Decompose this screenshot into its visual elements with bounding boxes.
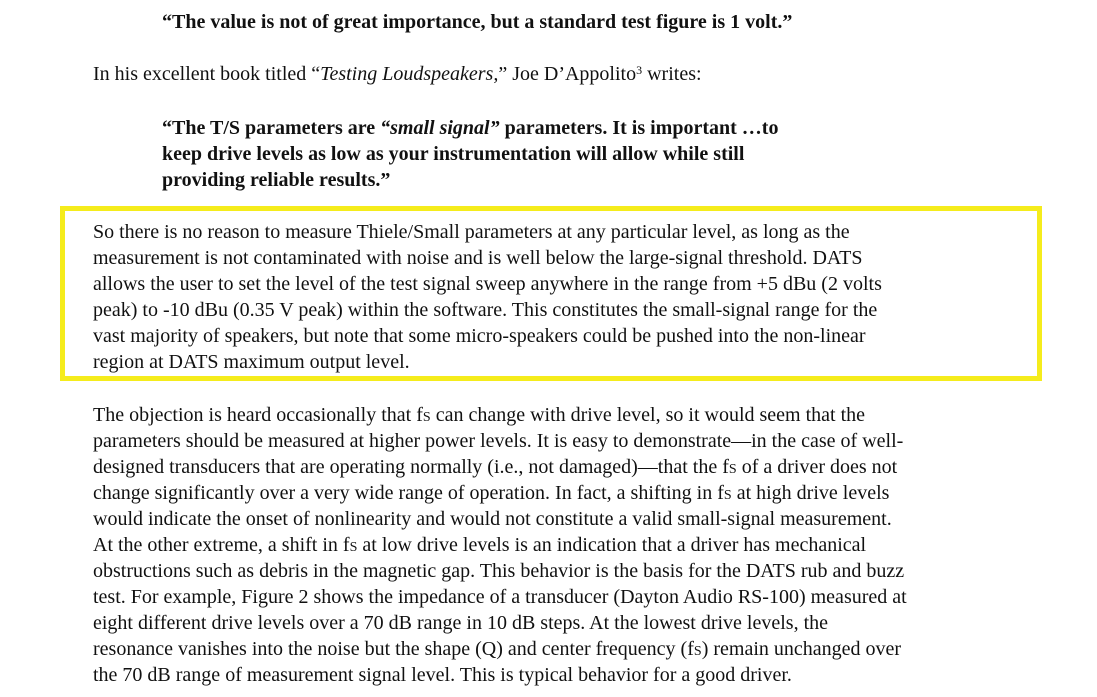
- para2-line-10: [93, 636, 901, 665]
- para2-l3-pre: designed transducers that are operating normally (i.e., not damaged)—that the: [93, 456, 723, 478]
- quote-2-emphasis: “small signal”: [380, 117, 500, 139]
- intro-pre: In his excellent book titled “: [93, 63, 321, 85]
- para2-line-4: [93, 480, 889, 509]
- highlight-line-4: peak) to -10 dBu (0.35 V peak) within the software. This constitutes the small-signal range for the: [93, 299, 878, 321]
- para2-l3-post: of a driver does not: [736, 456, 898, 478]
- highlight-line-6: region at DATS maximum output level.: [93, 351, 410, 373]
- para2-line-5: would indicate the onset of nonlinearity and would not constitute a valid small-signal measurement.: [93, 508, 892, 530]
- fs-sub: S: [693, 644, 702, 659]
- fs-sub: S: [728, 462, 737, 477]
- fs-symbol: [717, 482, 731, 504]
- para2-l10-pre: resonance vanishes into the noise but the shape (Q) and center frequency (: [93, 638, 688, 660]
- highlight-line-1: So there is no reason to measure Thiele/Small parameters at any particular level, as long as the: [93, 221, 850, 243]
- para2-line-8: test. For example, Figure 2 shows the impedance of a transducer (Dayton Audio RS-100) measured at: [93, 586, 907, 608]
- quote-2-post: parameters. It is important …to: [499, 117, 779, 139]
- para2-line-2: parameters should be measured at higher power levels. It is easy to demonstrate—in the case of well-: [93, 430, 904, 452]
- para2-line-11: the 70 dB range of measurement signal level. This is typical behavior for a good driver.: [93, 664, 792, 686]
- intro-line: [93, 61, 702, 87]
- para2-line-3: [93, 454, 897, 483]
- fs-sub: S: [723, 488, 732, 503]
- quote-2-pre: “The T/S parameters are: [162, 117, 381, 139]
- para2-line-1: [93, 402, 865, 431]
- highlight-line-2: measurement is not contaminated with noise and is well below the large-signal threshold. DATS: [93, 247, 863, 269]
- para2-l6-pre: At the other extreme, a shift in: [93, 534, 343, 556]
- quote-2-line-1: [162, 115, 778, 141]
- fs-sub: S: [422, 410, 431, 425]
- fs-f: f: [717, 482, 724, 504]
- fs-f: f: [722, 456, 729, 478]
- quote-2-line-3: providing reliable results.”: [162, 169, 391, 191]
- quote-1: “The value is not of great importance, but a standard test figure is 1 volt.”: [162, 11, 793, 33]
- fs-f: f: [416, 404, 423, 426]
- fs-f: f: [342, 534, 350, 556]
- para2-l4-pre: change significantly over a very wide range of operation. In fact, a shifting in: [93, 482, 718, 504]
- fs-sub: S: [349, 540, 358, 555]
- para2-l10-post: ) remain unchanged over: [701, 638, 902, 660]
- para2-l1-post: can change with drive level, so it would seem that the: [430, 404, 866, 426]
- intro-mid: ” Joe D’Appolito: [498, 63, 637, 85]
- fs-symbol: [722, 456, 736, 478]
- para2-line-9: eight different drive levels over a 70 dB range in 10 dB steps. At the lowest drive levels, the: [93, 612, 829, 634]
- para2-l6-post: at low drive levels is an indication that a driver has mechanical: [357, 534, 867, 556]
- fs-symbol: [343, 534, 357, 556]
- quote-2-line-2: keep drive levels as low as your instrumentation will allow while still: [162, 143, 745, 165]
- book-title: Testing Loudspeakers,: [320, 63, 499, 85]
- highlight-line-5: vast majority of speakers, but note that some micro-speakers could be pushed into the non-linear: [93, 325, 866, 347]
- fs-f: f: [687, 638, 694, 660]
- fs-symbol: [416, 404, 430, 426]
- para2-line-6: [93, 532, 866, 561]
- footnote-marker: 3: [636, 63, 643, 77]
- highlight-line-3: allows the user to set the level of the test signal sweep anywhere in the range from +5 dBu (2 volts: [93, 273, 882, 295]
- para2-l1-pre: The objection is heard occasionally that: [93, 404, 417, 426]
- intro-post: writes:: [642, 63, 702, 85]
- fs-symbol: [687, 638, 701, 660]
- para2-l4-post: at high drive levels: [731, 482, 890, 504]
- para2-line-7: obstructions such as debris in the magnetic gap. This behavior is the basis for the DATS rub and buzz: [93, 560, 905, 582]
